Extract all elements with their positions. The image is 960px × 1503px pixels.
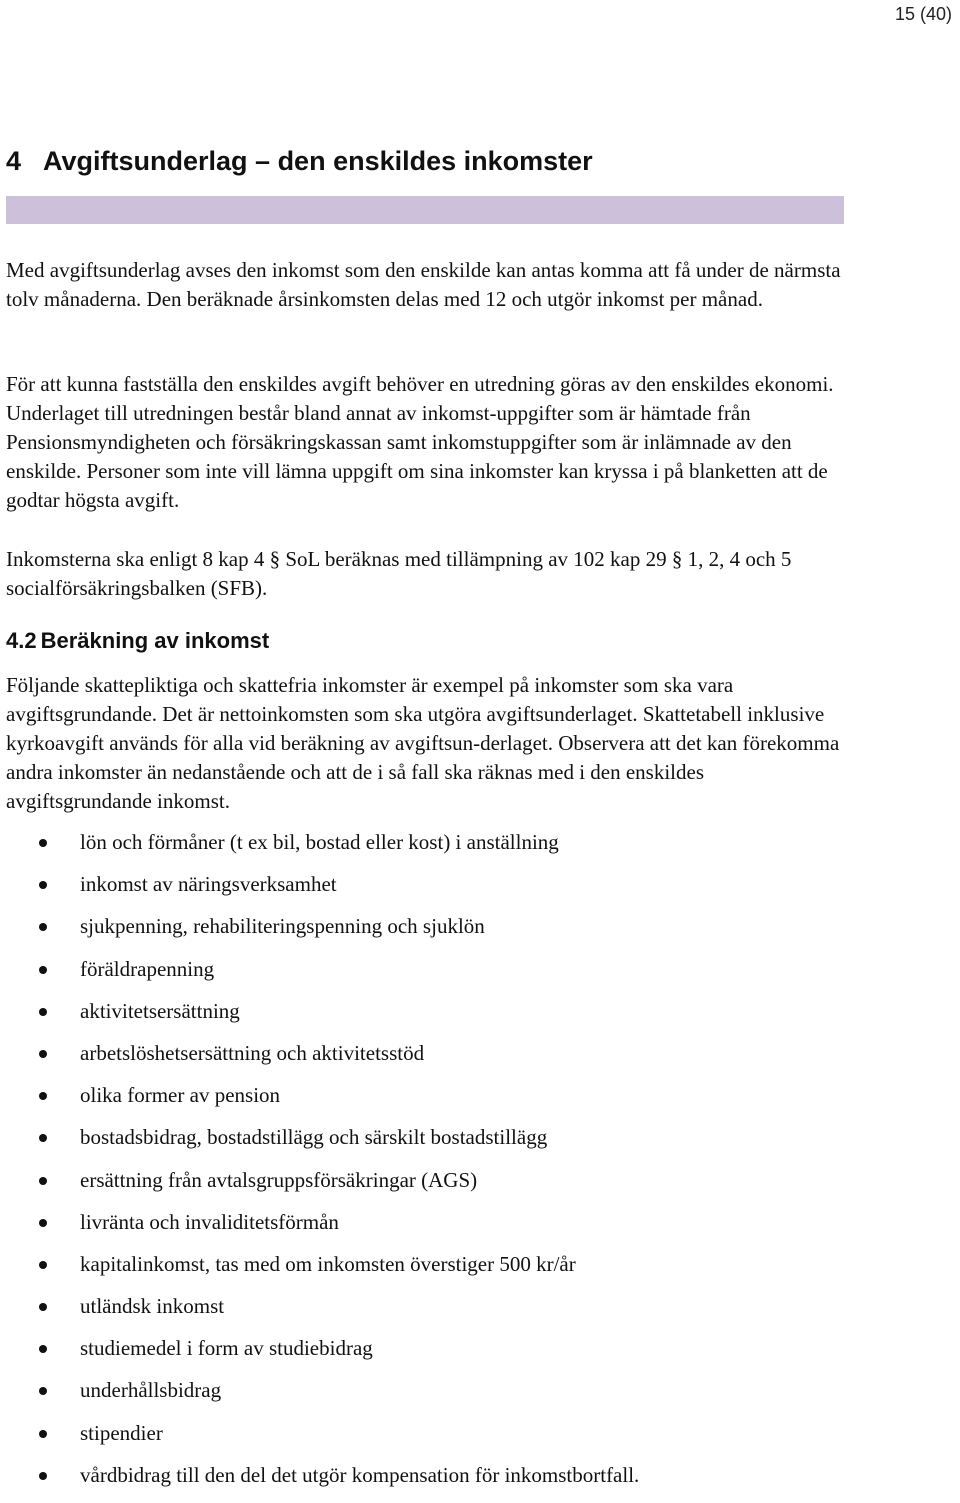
list-item-text: sjukpenning, rehabiliteringspenning och sjuklön bbox=[80, 914, 485, 939]
bullet-icon bbox=[39, 1345, 47, 1353]
bullet-icon bbox=[39, 1008, 47, 1016]
bullet-icon bbox=[39, 1387, 47, 1395]
bullet-icon bbox=[39, 1050, 47, 1058]
list-item-text: underhållsbidrag bbox=[80, 1378, 222, 1403]
bullet-icon bbox=[39, 1177, 47, 1185]
list-item-text: aktivitetsersättning bbox=[80, 998, 240, 1023]
paragraph-investigation: För att kunna fastställa den enskildes avgift behöver en utredning göras av den enskildes ekonomi. Underlaget till utredningen består bland annat av inkomst-uppgifter som är hämtade från Pensionsmyndigheten och försäkringskassan samt inkomstuppgifter som är inlämnade av den enskilde. Personer som inte vill lämna uppgift om sina inkomster kan kryssa i på blanketten att de godtar högsta avgift. bbox=[6, 372, 834, 512]
list-item-text: olika former av pension bbox=[80, 1083, 281, 1108]
paragraph-income-calculation: Följande skattepliktiga och skattefria inkomster är exempel på inkomster som ska vara avgiftsgrundande. Det är nettoinkomsten som ska utgöra avgiftsunderlaget. Skattetabell inklusive kyrkoavgift används för alla vid beräkning av avgiftsun-derlaget. Observera att det kan förekomma andra inkomster än nedanstående och att de i så fall ska räknas med i den enskildes avgiftsgrundande inkomst. bbox=[6, 673, 840, 813]
page-number: 15 (40) bbox=[894, 4, 952, 24]
section-heading bbox=[6, 146, 593, 177]
list-item-text: föräldrapenning bbox=[80, 956, 215, 981]
list-item-text: kapitalinkomst, tas med om inkomsten överstiger 500 kr/år bbox=[80, 1251, 576, 1276]
bullet-icon bbox=[39, 1219, 47, 1227]
list-item-text: ersättning från avtalsgruppsförsäkringar (AGS) bbox=[80, 1167, 478, 1192]
bullet-icon bbox=[39, 1472, 47, 1480]
list-item-text: livränta och invaliditetsförmån bbox=[80, 1209, 339, 1234]
subsection-heading bbox=[6, 628, 269, 654]
list-item-text: lön och förmåner (t ex bil, bostad eller kost) i anställning bbox=[80, 830, 559, 854]
bullet-icon bbox=[39, 1261, 47, 1269]
subsection-number: 4.2 bbox=[6, 628, 37, 653]
section-title: Avgiftsunderlag – den enskildes inkomster bbox=[43, 146, 593, 176]
bullet-icon bbox=[39, 881, 47, 889]
bullet-icon bbox=[39, 1303, 47, 1311]
bullet-icon bbox=[39, 923, 47, 931]
paragraph-legal-basis: Inkomsterna ska enligt 8 kap 4 § SoL beräknas med tillämpning av 102 kap 29 § 1, 2, 4 och 5 socialförsäkringsbalken (SFB). bbox=[6, 547, 792, 600]
list-item-text: bostadsbidrag, bostadstillägg och särskilt bostadstillägg bbox=[80, 1125, 548, 1150]
bullet-icon bbox=[39, 839, 47, 847]
list-item-text: stipendier bbox=[80, 1420, 163, 1445]
list-item-text: arbetslöshetsersättning och aktivitetsstöd bbox=[80, 1040, 425, 1065]
bullet-icon bbox=[39, 1430, 47, 1438]
list-item-text: utländsk inkomst bbox=[80, 1294, 225, 1319]
list-item-text: vårdbidrag till den del det utgör kompensation för inkomstbortfall. bbox=[80, 1462, 640, 1487]
subsection-title: Beräkning av inkomst bbox=[40, 628, 270, 653]
bullet-icon bbox=[39, 1092, 47, 1100]
list-item-text: studiemedel i form av studiebidrag bbox=[80, 1336, 373, 1361]
heading-underline-bar bbox=[6, 196, 844, 224]
bullet-icon bbox=[39, 966, 47, 974]
section-number: 4 bbox=[6, 146, 22, 176]
list-item-text: inkomst av näringsverksamhet bbox=[80, 872, 337, 897]
bullet-icon bbox=[39, 1134, 47, 1142]
paragraph-definition: Med avgiftsunderlag avses den inkomst som den enskilde kan antas komma att få under de närmsta tolv månaderna. Den beräknade årsinkomsten delas med 12 och utgör inkomst per månad. bbox=[6, 258, 841, 311]
